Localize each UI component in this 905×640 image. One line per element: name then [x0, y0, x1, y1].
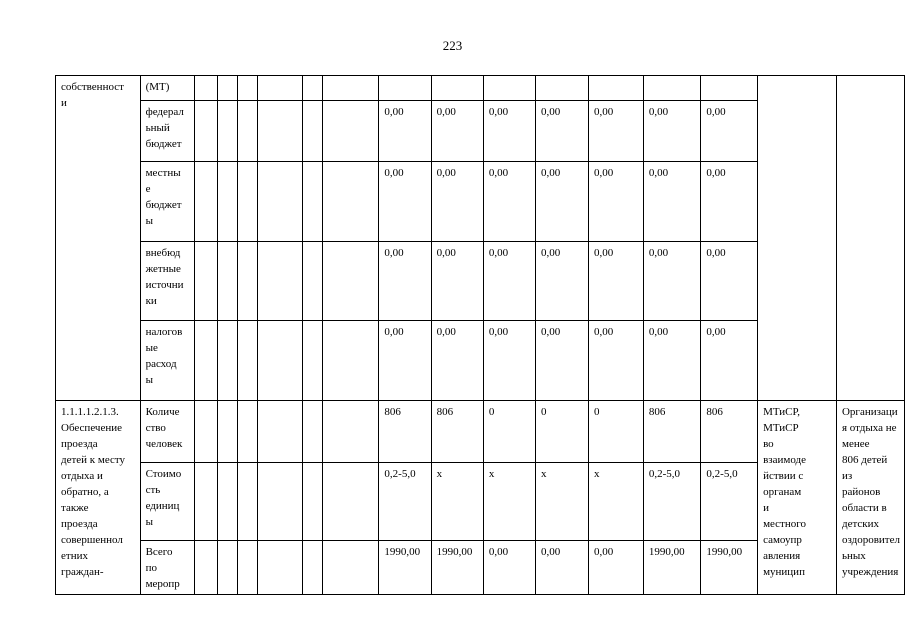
value-cell: 0,00: [483, 162, 535, 242]
text-line: муницип: [763, 566, 805, 578]
empty-cell: [758, 76, 837, 401]
text-line: оздоровител: [841, 534, 900, 546]
empty-cell: [303, 321, 323, 401]
text-line: ьных: [841, 550, 866, 562]
empty-cell: [218, 401, 238, 463]
indicator-cell: [140, 401, 194, 463]
empty-cell: [218, 101, 238, 162]
text-line: (МТ): [145, 81, 170, 93]
value-cell: 0,00: [483, 101, 535, 162]
text-line: учреждения: [841, 566, 899, 578]
value-cell: 0,00: [535, 321, 588, 401]
text-line: внебюд: [145, 247, 181, 259]
value-cell: [379, 76, 431, 101]
text-line: и: [763, 502, 769, 514]
value-cell: 806: [643, 401, 701, 463]
text-line: самоупр: [763, 534, 802, 546]
empty-cell: [257, 242, 303, 321]
value-cell: 0,00: [701, 321, 758, 401]
empty-cell: [323, 401, 379, 463]
value-cell: 0: [535, 401, 588, 463]
value-cell: [643, 76, 701, 101]
item-name-cell: [56, 76, 141, 401]
empty-cell: [218, 76, 238, 101]
value-cell: 0,00: [643, 162, 701, 242]
empty-cell: [218, 541, 238, 595]
value-cell: 0,00: [701, 162, 758, 242]
empty-cell: [237, 321, 257, 401]
text-line: проезда: [61, 438, 98, 450]
value-cell: 0,00: [589, 162, 644, 242]
text-line: источни: [145, 279, 184, 291]
text-line: 1.1.1.1.2.1.3.: [61, 406, 119, 418]
text-line: ы: [145, 516, 153, 528]
text-line: йствии с: [763, 470, 804, 482]
text-line: также: [61, 502, 89, 514]
empty-cell: [194, 401, 217, 463]
text-line: во: [763, 438, 774, 450]
table-row: [56, 401, 905, 463]
empty-cell: [303, 162, 323, 242]
text-line: ство: [145, 422, 166, 434]
text-line: Организаци: [841, 406, 898, 418]
text-line: совершеннол: [61, 534, 123, 546]
empty-cell: [194, 463, 217, 541]
value-cell: х: [483, 463, 535, 541]
text-line: органам: [763, 486, 802, 498]
value-cell: 0,00: [589, 242, 644, 321]
value-cell: 0,00: [379, 321, 431, 401]
empty-cell: [323, 162, 379, 242]
value-cell: 0,00: [483, 321, 535, 401]
value-cell: 0,00: [483, 541, 535, 595]
empty-cell: [323, 463, 379, 541]
value-cell: 1990,00: [643, 541, 701, 595]
empty-cell: [323, 242, 379, 321]
value-cell: х: [431, 463, 483, 541]
indicator-cell: [140, 321, 194, 401]
text-line: граждан-: [61, 566, 104, 578]
text-line: единиц: [145, 500, 180, 512]
empty-cell: [194, 321, 217, 401]
page-number: 223: [442, 38, 463, 53]
indicator-cell: [140, 242, 194, 321]
value-cell: [535, 76, 588, 101]
value-cell: [701, 76, 758, 101]
empty-cell: [303, 76, 323, 101]
value-cell: 0,00: [643, 101, 701, 162]
empty-cell: [303, 242, 323, 321]
empty-cell: [194, 162, 217, 242]
indicator-cell: [140, 463, 194, 541]
empty-cell: [323, 321, 379, 401]
text-line: Количе: [145, 406, 180, 418]
text-line: авления: [763, 550, 801, 562]
text-line: ые: [145, 342, 158, 354]
text-line: етних: [61, 550, 88, 562]
value-cell: 0,00: [483, 242, 535, 321]
value-cell: 806: [379, 401, 431, 463]
text-line: взаимоде: [763, 454, 806, 466]
text-line: ы: [145, 215, 153, 227]
value-cell: 0,2-5,0: [643, 463, 701, 541]
text-line: жетные: [145, 263, 181, 275]
text-line: человек: [145, 438, 183, 450]
table-row: [56, 76, 905, 101]
value-cell: 0,00: [643, 321, 701, 401]
empty-cell: [303, 463, 323, 541]
value-cell: 0,00: [701, 242, 758, 321]
empty-cell: [257, 76, 303, 101]
empty-cell: [303, 101, 323, 162]
text-line: ы: [145, 374, 153, 386]
value-cell: 0,00: [535, 101, 588, 162]
indicator-cell: [140, 76, 194, 101]
text-line: федерал: [145, 106, 184, 118]
text-line: Стоимо: [145, 468, 182, 480]
text-line: области в: [841, 502, 887, 514]
empty-cell: [257, 541, 303, 595]
indicator-cell: [140, 541, 194, 595]
value-cell: 0,00: [589, 101, 644, 162]
text-line: отдыха и: [61, 470, 103, 482]
executor-cell: [758, 401, 837, 595]
value-cell: 0,00: [379, 101, 431, 162]
empty-cell: [257, 321, 303, 401]
text-line: Всего: [145, 546, 173, 558]
value-cell: 0: [589, 401, 644, 463]
empty-cell: [237, 101, 257, 162]
text-line: Обеспечение: [61, 422, 122, 434]
value-cell: 0,00: [431, 101, 483, 162]
empty-cell: [323, 76, 379, 101]
indicator-cell: [140, 101, 194, 162]
empty-cell: [237, 76, 257, 101]
text-line: 806 детей из: [841, 454, 888, 482]
value-cell: 0: [483, 401, 535, 463]
empty-cell: [323, 541, 379, 595]
text-line: ки: [145, 295, 157, 307]
text-line: обратно, а: [61, 486, 109, 498]
value-cell: х: [589, 463, 644, 541]
value-cell: 1990,00: [431, 541, 483, 595]
text-line: местного: [763, 518, 806, 530]
empty-cell: [218, 321, 238, 401]
empty-cell: [303, 401, 323, 463]
value-cell: 806: [701, 401, 758, 463]
text-line: МТиСР: [763, 422, 799, 434]
indicator-cell: [140, 162, 194, 242]
value-cell: 1990,00: [379, 541, 431, 595]
empty-cell: [237, 401, 257, 463]
value-cell: 0,00: [643, 242, 701, 321]
empty-cell: [257, 401, 303, 463]
text-line: бюджет: [145, 138, 182, 150]
text-line: меропр: [145, 578, 180, 590]
empty-cell: [237, 463, 257, 541]
empty-cell: [323, 101, 379, 162]
value-cell: 0,00: [379, 242, 431, 321]
empty-cell: [218, 162, 238, 242]
text-line: ьный: [145, 122, 170, 134]
text-line: местны: [145, 167, 181, 179]
text-line: и: [61, 97, 67, 109]
value-cell: 1990,00: [701, 541, 758, 595]
value-cell: 0,00: [535, 162, 588, 242]
value-cell: 0,00: [701, 101, 758, 162]
empty-cell: [194, 541, 217, 595]
value-cell: 0,00: [431, 242, 483, 321]
empty-cell: [836, 76, 904, 401]
empty-cell: [257, 101, 303, 162]
text-line: собственност: [61, 81, 124, 93]
value-cell: 0,00: [535, 541, 588, 595]
empty-cell: [194, 101, 217, 162]
value-cell: 0,00: [379, 162, 431, 242]
text-line: бюджет: [145, 199, 182, 211]
result-cell: [836, 401, 904, 595]
empty-cell: [218, 242, 238, 321]
empty-cell: [218, 463, 238, 541]
text-line: районов: [841, 486, 881, 498]
text-line: я отдыха не: [841, 422, 897, 434]
text-line: сть: [145, 484, 161, 496]
value-cell: 806: [431, 401, 483, 463]
value-cell: 0,00: [589, 321, 644, 401]
text-line: по: [145, 562, 157, 574]
text-line: детей к месту: [61, 454, 126, 466]
empty-cell: [257, 463, 303, 541]
text-line: МТиСР,: [763, 406, 801, 418]
empty-cell: [237, 162, 257, 242]
value-cell: [483, 76, 535, 101]
value-cell: 0,00: [431, 321, 483, 401]
value-cell: [431, 76, 483, 101]
value-cell: 0,00: [535, 242, 588, 321]
empty-cell: [257, 162, 303, 242]
empty-cell: [237, 541, 257, 595]
text-line: проезда: [61, 518, 98, 530]
text-line: детских: [841, 518, 880, 530]
value-cell: 0,00: [431, 162, 483, 242]
value-cell: х: [535, 463, 588, 541]
empty-cell: [237, 242, 257, 321]
value-cell: 0,2-5,0: [701, 463, 758, 541]
empty-cell: [303, 541, 323, 595]
value-cell: 0,2-5,0: [379, 463, 431, 541]
item-description-cell: [56, 401, 141, 595]
empty-cell: [194, 242, 217, 321]
text-line: менее: [841, 438, 870, 450]
program-table: [55, 75, 905, 595]
text-line: е: [145, 183, 151, 195]
value-cell: [589, 76, 644, 101]
text-line: налогов: [145, 326, 183, 338]
text-line: расход: [145, 358, 177, 370]
empty-cell: [194, 76, 217, 101]
value-cell: 0,00: [589, 541, 644, 595]
